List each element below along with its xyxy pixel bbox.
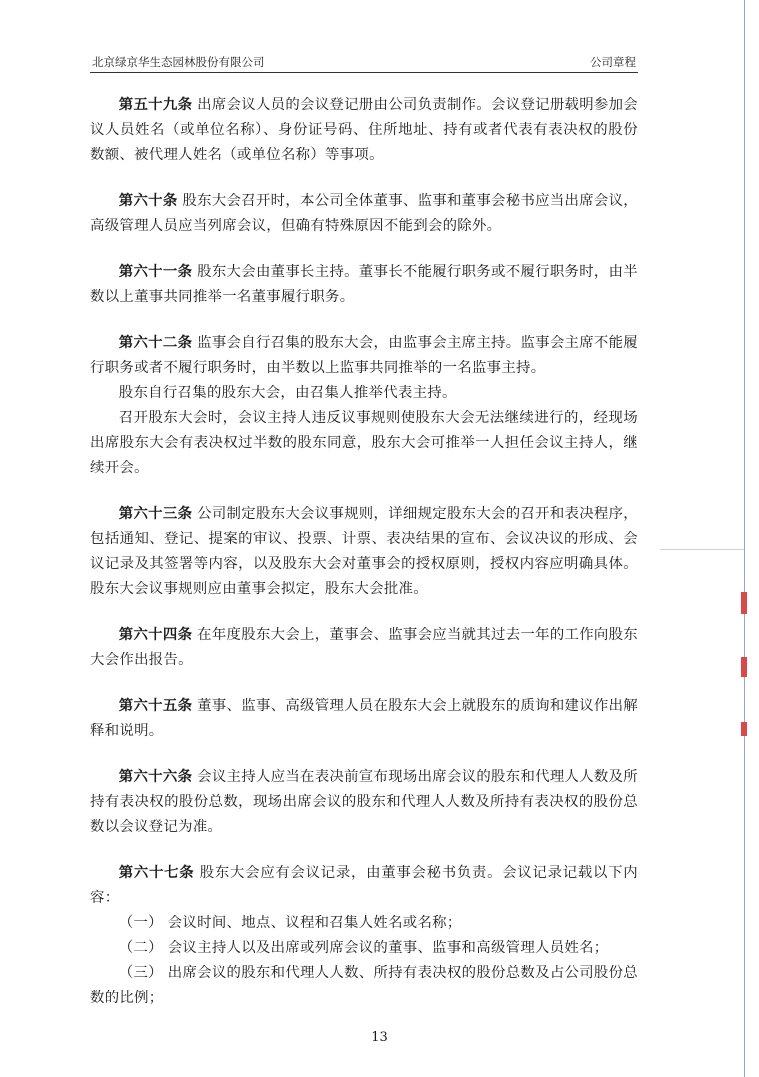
article-67-item-3: （三） 出席会议的股东和代理人人数、所持有表决权的股份总数及占公司股份总数的比例；	[90, 965, 638, 1006]
article-61	[90, 259, 638, 310]
article-label: 第五十九条	[118, 96, 193, 113]
article-label: 第六十三条	[118, 505, 193, 522]
article-67	[90, 860, 638, 911]
article-text: 在年度股东大会上，董事会、监事会应当就其过去一年的工作向股东大会作出报告。	[90, 627, 638, 668]
article-59	[90, 92, 638, 168]
document-title: 公司章程	[590, 55, 636, 69]
page-header	[90, 52, 638, 73]
article-62	[90, 330, 638, 381]
article-text: 监事会自行召集的股东大会，由监事会主席主持。监事会主席不能履行职务或者不履行职务时，由半数以上监事共同推举的一名监事主持。	[90, 335, 638, 376]
article-62-paragraph-3: 召开股东大会时，会议主持人违反议事规则使股东大会无法继续进行的，经现场出席股东大会有表决权过半数的股东同意，股东大会可推举一人担任会议主持人，继续开会。	[90, 410, 638, 476]
article-label: 第六十四条	[118, 626, 193, 643]
article-65	[90, 693, 638, 744]
article-66	[90, 764, 638, 840]
article-67-item-2: （二） 会议主持人以及出席或列席会议的董事、监事和高级管理人员姓名；	[118, 940, 609, 956]
article-text: 会议主持人应当在表决前宣布现场出席会议的股东和代理人人数及所持有表决权的股份总数，现场出席会议的股东和代理人人数及所持有表决权的股份总数以会议登记为准。	[90, 769, 638, 835]
document-body	[90, 92, 638, 1011]
article-text: 股东大会召开时，本公司全体董事、监事和董事会秘书应当出席会议，高级管理人员应当列席会议，但确有特殊原因不能到会的除外。	[90, 193, 639, 234]
article-67-item-1: （一） 会议时间、地点、议程和召集人姓名或名称；	[118, 915, 462, 931]
article-text: 公司制定股东大会议事规则，详细规定股东大会的召开和表决程序，包括通知、登记、提案的审议、投票、计票、表决结果的宣布、会议决议的形成、会议记录及其签署等内容，以及股东大会对董事会的授权原则，授权内容应明确具体。股东大会议事规则应由董事会拟定，股东大会批准。	[90, 506, 638, 597]
article-label: 第六十二条	[118, 334, 193, 351]
scan-edge-tick	[660, 549, 744, 550]
article-64	[90, 622, 638, 673]
article-text: 股东大会应有会议记录，由董事会秘书负责。会议记录记载以下内容：	[90, 865, 638, 906]
article-text: 出席会议人员的会议登记册由公司负责制作。会议登记册载明参加会议人员姓名（或单位名称）、身份证号码、住所地址、持有或者代表有表决权的股份数额、被代理人姓名（或单位名称）等事项。	[90, 97, 638, 163]
company-name: 北京绿京华生态园林股份有限公司	[92, 55, 265, 69]
article-label: 第六十条	[118, 192, 178, 209]
scan-edge-line	[744, 0, 745, 1077]
article-62-paragraph-2: 股东自行召集的股东大会，由召集人推举代表主持。	[118, 385, 457, 401]
scan-edge-mark	[741, 657, 747, 677]
article-text: 股东大会由董事长主持。董事长不能履行职务或不履行职务时，由半数以上董事共同推举一名董事履行职务。	[90, 264, 638, 305]
scan-edge-mark	[741, 592, 747, 614]
article-label: 第六十六条	[118, 768, 193, 785]
scan-edge-mark	[741, 722, 747, 736]
article-label: 第六十五条	[118, 697, 193, 714]
article-60	[90, 188, 638, 239]
article-63	[90, 501, 638, 602]
article-label: 第六十七条	[118, 864, 195, 881]
page-number: 13	[371, 1030, 388, 1045]
article-label: 第六十一条	[118, 263, 193, 280]
article-text: 董事、监事、高级管理人员在股东大会上就股东的质询和建议作出解释和说明。	[90, 698, 638, 739]
